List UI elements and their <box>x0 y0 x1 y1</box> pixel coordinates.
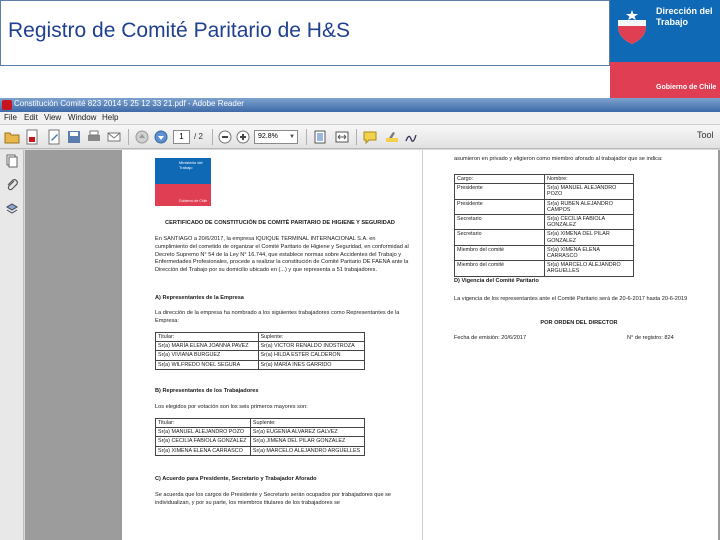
page-number-input[interactable]: 1 <box>173 130 190 144</box>
table-cell: Presidente <box>455 184 545 199</box>
table-cell: Sr(a) WILFREDO NOEL SEGURA <box>156 360 259 369</box>
pdf-viewer-window <box>0 98 720 540</box>
certificate-number: N° de registro: 824 <box>627 335 674 341</box>
table-cell: Secretario <box>455 215 545 230</box>
next-page-icon[interactable] <box>153 129 169 145</box>
pdf-page <box>122 150 718 540</box>
table-cell: Sr(a) VIVIANA BURGUEZ <box>156 351 259 360</box>
table-cell: Sr(a) JIMENA DEL PILAR GONZALEZ <box>250 437 364 446</box>
section-a-title: A) Representantes de la Empresa <box>155 295 244 301</box>
table-cell: Sr(a) CECILIA FABIOLA GONZALEZ <box>156 437 251 446</box>
table-cell: Sr(a) XIMENA ELENA CARRASCO <box>545 245 634 260</box>
brand-gov: Gobierno de Chile <box>656 84 717 91</box>
adobe-reader-icon <box>2 100 12 110</box>
table-cell: Sr(a) XIMENA DEL PILAR GONZALEZ <box>545 230 634 245</box>
certificate-heading: CERTIFICADO DE CONSTITUCIÓN DE COMITÉ PARITARIO DE HIGIENE Y SEGURIDAD <box>165 220 395 226</box>
document-area[interactable] <box>25 150 720 540</box>
table-cell: Presidente <box>455 199 545 214</box>
toolbar-separator <box>128 129 129 145</box>
window-title: Constitución Comité 823 2014 5 25 12 33 21.pdf - Adobe Reader <box>14 99 244 108</box>
table-cell: Sr(a) MANUEL ALEJANDRO POZO <box>545 184 634 199</box>
zoom-value: 92.8% <box>258 133 278 140</box>
menu-bar <box>0 112 720 125</box>
table-a-head-1: Titular: <box>156 333 259 342</box>
table-cell: Sr(a) CECILIA FABIOLA GONZALEZ <box>545 215 634 230</box>
attachments-icon[interactable] <box>5 178 19 192</box>
toolbar-separator <box>356 129 357 145</box>
table-cell: Sr(a) MARÍA INES GARRIDO <box>258 360 364 369</box>
zoom-in-icon[interactable] <box>235 129 251 145</box>
open-icon[interactable] <box>4 129 20 145</box>
previous-page-icon[interactable] <box>134 129 150 145</box>
slide-title-box <box>0 0 610 66</box>
toolbar-separator <box>212 129 213 145</box>
navigation-pane <box>0 150 24 540</box>
fit-page-icon[interactable] <box>312 129 328 145</box>
save-icon[interactable] <box>66 129 82 145</box>
ministry-logo-label: Ministerio del Trabajo <box>179 160 203 170</box>
table-cell: Sr(a) MARCELO ALEJANDRO ARGUELLES <box>545 261 634 276</box>
menu-edit[interactable]: Edit <box>24 113 38 122</box>
table-cell: Sr(a) MANUEL ALEJANDRO POZO <box>156 428 251 437</box>
create-pdf-icon[interactable] <box>24 129 40 145</box>
zoom-select[interactable] <box>254 130 298 144</box>
page-divider <box>422 150 423 540</box>
table-a-head-2: Suplente: <box>258 333 364 342</box>
fit-width-icon[interactable] <box>334 129 350 145</box>
officers-head-1: Cargo: <box>455 175 545 184</box>
zoom-out-icon[interactable] <box>217 129 233 145</box>
table-cell: Miembro del comité <box>455 261 545 276</box>
right-intro: asumieron en privado y eligieron como miembro aforado al trabajador que se indica: <box>454 156 663 162</box>
menu-help[interactable]: Help <box>102 113 119 122</box>
sign-icon[interactable] <box>404 129 420 145</box>
table-cell: Sr(a) EUGENIA ALVAREZ GALVEZ <box>250 428 364 437</box>
page-thumbnails-icon[interactable] <box>5 154 19 168</box>
employer-reps-table <box>155 332 365 370</box>
table-cell: Sr(a) MARCELO ALEJANDRO ARGUELLES <box>250 446 364 455</box>
brand-name: Dirección del Trabajo <box>656 6 713 27</box>
menu-file[interactable]: File <box>4 113 17 122</box>
officers-table <box>454 174 634 277</box>
section-c-text: Se acuerda que los cargos de Presidente y Secretario serán ocupados por trabajadores que se individualizan, y por su parte, los miembros titulares de los trabajadores se <box>155 492 392 506</box>
comment-icon[interactable] <box>362 129 378 145</box>
toolbar-separator <box>306 129 307 145</box>
section-b-title: B) Representantes de los Trabajadores <box>155 388 259 394</box>
table-cell: Sr(a) RUBEN ALEJANDRO CAMPOS <box>545 199 634 214</box>
email-icon[interactable] <box>106 129 122 145</box>
issue-date: Fecha de emisión: 20/6/2017 <box>454 335 527 341</box>
menu-view[interactable]: View <box>44 113 62 122</box>
chevron-down-icon: ▼ <box>289 134 295 140</box>
toolbar <box>0 125 720 149</box>
table-cell: Sr(a) XIMENA ELENA CARRASCO <box>156 446 251 455</box>
officers-head-2: Nombre: <box>545 175 634 184</box>
section-b-text: Los elegidos por votación son los seis primeros mayores son: <box>155 404 308 410</box>
edit-pdf-icon[interactable] <box>46 129 62 145</box>
table-b-head-2: Suplente: <box>250 419 364 428</box>
highlight-icon[interactable] <box>384 129 400 145</box>
slide-title: Registro de Comité Paritario de H&S <box>8 19 350 42</box>
brand-red-band <box>610 62 720 98</box>
section-c-title: C) Acuerdo para Presidente, Secretario y Trabajador Aforado <box>155 476 317 482</box>
print-icon[interactable] <box>86 129 102 145</box>
layers-icon[interactable] <box>5 202 19 216</box>
window-titlebar[interactable] <box>0 98 720 112</box>
table-cell: Sr(a) HILDA ESTER CALDERON <box>258 351 364 360</box>
table-b-head-1: Titular: <box>156 419 251 428</box>
section-d-text: La vigencia de los representantes ante el Comité Paritario será de 20-6-2017 hasta 20-6-2019 <box>454 296 688 302</box>
signature-line: POR ORDEN DEL DIRECTOR <box>540 320 618 326</box>
page-total: / 2 <box>194 132 203 141</box>
certificate-intro: En SANTIAGO a 20/6/2017, la empresa IQUIQUE TERMINAL INTERNACIONAL S.A. en cumplimiento del cometido de organizar el Comité Paritario de Higiene y Seguridad, en conformidad al Decreto Supremo N° 54 de la Ley N° 16.744, que establece normas sobre Accidentes del Trabajo y Enfermedades Profesionales, procede a realizar la constitución de Comité Paritario DE FAENA ante la Dirección del Trabajo por su domicilio ubicado en (...) y que representa a 51 trabajadores. <box>155 236 409 274</box>
section-a-text: La dirección de la empresa ha nombrado a los siguientes trabajadores como Representantes de la Empresa: <box>155 310 400 324</box>
ministry-logo-gov: Gobierno de Chile <box>179 199 208 203</box>
table-cell: Sr(a) VICTOR RENALDO INOSTROZA <box>258 342 364 351</box>
ministry-logo <box>155 158 211 206</box>
brand-logo <box>610 0 720 100</box>
coat-of-arms-icon <box>614 2 650 46</box>
tools-pane-button[interactable]: Tool <box>697 130 714 140</box>
table-cell: Secretario <box>455 230 545 245</box>
table-cell: Miembro del comité <box>455 245 545 260</box>
section-d-title: D) Vigencia del Comité Paritario <box>454 278 539 284</box>
table-cell: Sr(a) MARÍA ELENA JOANNA PAVEZ <box>156 342 259 351</box>
menu-window[interactable]: Window <box>68 113 97 122</box>
worker-reps-table <box>155 418 365 456</box>
